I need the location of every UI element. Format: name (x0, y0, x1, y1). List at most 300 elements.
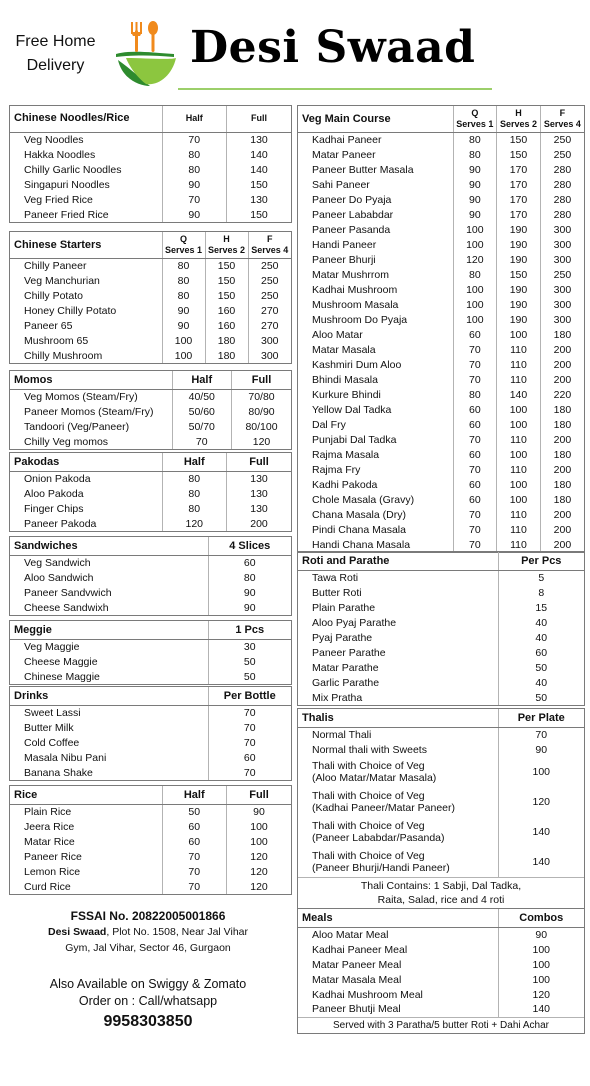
item-price: 100 (497, 492, 541, 507)
menu-row (10, 404, 291, 419)
menu-row (10, 147, 291, 162)
item-price: 200 (540, 507, 584, 522)
item-price: 70 (453, 357, 497, 372)
item-name: Chana Masala (Dry) (312, 508, 406, 521)
menu-row (10, 486, 291, 501)
section-title: Veg Main Course (298, 106, 453, 132)
item-price: 110 (497, 462, 541, 477)
item-name: Cold Coffee (24, 736, 80, 749)
item-price: 80 (453, 387, 497, 402)
section-header (10, 371, 291, 389)
item-name: Paneer Bhutji Meal (312, 1003, 401, 1016)
item-name: Handi Paneer (312, 238, 377, 251)
item-price: 130 (227, 132, 292, 147)
menu-row (298, 817, 584, 847)
item-price: 70 (162, 864, 227, 879)
item-name: Aloo Sandwich (24, 571, 94, 584)
item-price: 50 (498, 660, 584, 675)
item-price: 160 (205, 318, 248, 333)
item-price: 70 (453, 462, 497, 477)
section-header (10, 786, 291, 804)
available-on: Also Available on Swiggy & Zomato (49, 977, 247, 991)
col-serves: Serves 2 (499, 118, 537, 129)
menu-row (10, 273, 291, 288)
item-price: 80 (453, 132, 497, 147)
item-price: 50 (162, 804, 227, 819)
item-price: 110 (497, 372, 541, 387)
item-price: 40 (498, 615, 584, 630)
item-name: Chilly Potato (24, 289, 83, 302)
item-name: Matar Mushrrom (312, 268, 390, 281)
menu-row (10, 750, 291, 765)
col-half: Half (172, 371, 232, 389)
menu-row (298, 645, 584, 660)
menu-row (298, 462, 584, 477)
item-price: 270 (248, 303, 291, 318)
item-price: 300 (540, 252, 584, 267)
item-price: 50/60 (172, 404, 232, 419)
item-name: Honey Chilly Potato (24, 304, 117, 317)
item-price: 80 (162, 162, 227, 177)
item-price: 150 (497, 267, 541, 282)
item-name: Cheese Sandwixh (24, 601, 109, 614)
item-price: 100 (453, 312, 497, 327)
item-name-line2: (Aloo Matar/Matar Masala) (312, 772, 437, 784)
menu-row (298, 192, 584, 207)
section-momos (9, 370, 292, 450)
item-price: 100 (498, 972, 584, 987)
item-price: 180 (540, 417, 584, 432)
item-price: 200 (540, 357, 584, 372)
item-price: 180 (540, 447, 584, 462)
item-price: 80 (453, 147, 497, 162)
item-name: Veg Noodles (24, 133, 84, 146)
col-full: Full (227, 453, 292, 471)
item-name: Matar Paneer (312, 148, 376, 161)
item-name: Dal Fry (312, 418, 346, 431)
item-name: Butter Milk (24, 721, 74, 734)
item-price: 70 (453, 372, 497, 387)
section-chinese-starters (9, 231, 292, 364)
menu-row (298, 372, 584, 387)
item-price: 80 (162, 486, 227, 501)
section-header (298, 552, 584, 570)
business-info (8, 908, 288, 956)
menu-row (10, 654, 291, 669)
item-price: 150 (205, 288, 248, 303)
item-name: Rajma Masala (312, 448, 380, 461)
menu-row (298, 267, 584, 282)
item-price: 90 (208, 585, 291, 600)
item-name-line1: Thali with Choice of Veg (312, 790, 425, 802)
item-price: 120 (227, 864, 292, 879)
item-price: 70 (453, 507, 497, 522)
item-name: Chilly Paneer (24, 259, 87, 272)
item-name-line2: (Paneer Lababdar/Pasanda) (312, 832, 445, 844)
item-price: 70 (453, 522, 497, 537)
item-price: 80/100 (232, 419, 292, 434)
item-name: Plain Rice (24, 805, 72, 818)
col-full (248, 232, 291, 258)
item-price: 70 (172, 434, 232, 449)
item-price: 140 (227, 147, 292, 162)
section-rice (9, 785, 292, 895)
menu-row (298, 787, 584, 817)
menu-row (10, 132, 291, 147)
free-delivery-line1: Free Home (15, 33, 96, 50)
item-price: 300 (248, 333, 291, 348)
item-price: 90 (227, 804, 292, 819)
item-name: Punjabi Dal Tadka (312, 433, 397, 446)
item-price: 70 (453, 432, 497, 447)
menu-row (10, 333, 291, 348)
item-name-line1: Thali with Choice of Veg (312, 760, 425, 772)
menu-row (298, 537, 584, 552)
item-price: 40 (498, 630, 584, 645)
item-price: 100 (497, 477, 541, 492)
item-price: 180 (205, 333, 248, 348)
item-name: Paneer Rice (24, 850, 82, 863)
item-price: 120 (498, 987, 584, 1002)
item-price: 90 (162, 318, 205, 333)
item-price: 120 (453, 252, 497, 267)
item-name: Aloo Pyaj Parathe (312, 616, 397, 629)
item-name: Normal thali with Sweets (312, 743, 427, 756)
col-full: Full (227, 106, 292, 132)
item-price: 70 (162, 132, 227, 147)
menu-row (10, 318, 291, 333)
section-roti-parathe (297, 551, 585, 706)
item-price: 150 (205, 273, 248, 288)
item-name: Mix Pratha (312, 691, 363, 704)
menu-row (298, 417, 584, 432)
item-price: 70/80 (232, 389, 292, 404)
item-price: 100 (453, 222, 497, 237)
item-name: Plain Parathe (312, 601, 376, 614)
item-name: Chinese Maggie (24, 670, 100, 683)
item-name: Paneer Sandvwich (24, 586, 112, 599)
section-title: Chinese Noodles/Rice (10, 106, 162, 132)
item-price: 70 (208, 720, 291, 735)
col-half: Half (162, 106, 227, 132)
item-price: 100 (227, 819, 292, 834)
section-header (10, 537, 291, 555)
menu-row (298, 222, 584, 237)
section-header (10, 687, 291, 705)
item-name: Mushroom Do Pyaja (312, 313, 408, 326)
item-price: 200 (227, 516, 292, 531)
menu-row (298, 742, 584, 757)
menu-row (298, 522, 584, 537)
menu-row (10, 585, 291, 600)
item-price: 150 (497, 147, 541, 162)
item-name: Matar Rice (24, 835, 75, 848)
item-price: 100 (497, 327, 541, 342)
item-price: 300 (540, 282, 584, 297)
item-price: 120 (498, 787, 584, 817)
item-name: Yellow Dal Tadka (312, 403, 392, 416)
item-price: 60 (453, 447, 497, 462)
item-name: Matar Parathe (312, 661, 379, 674)
item-price: 30 (208, 639, 291, 654)
item-price: 220 (540, 387, 584, 402)
item-name: Kadhai Paneer Meal (312, 943, 408, 956)
col-pcs: 1 Pcs (208, 621, 291, 639)
menu-row (298, 630, 584, 645)
item-price: 40/50 (172, 389, 232, 404)
brand-name: Desi Swaad (190, 22, 476, 73)
item-price: 90 (453, 192, 497, 207)
menu-row (298, 237, 584, 252)
item-price: 300 (540, 297, 584, 312)
col-per-pcs: Per Pcs (498, 552, 584, 570)
item-price: 100 (497, 447, 541, 462)
section-title: Thalis (298, 709, 498, 727)
item-price: 140 (498, 1002, 584, 1017)
menu-row (298, 327, 584, 342)
item-name: Kadhai Mushroom (312, 283, 398, 296)
item-name: Veg Sandwich (24, 556, 91, 569)
item-price: 100 (498, 957, 584, 972)
order-info (8, 976, 288, 1010)
item-price: 8 (498, 585, 584, 600)
item-price: 250 (540, 132, 584, 147)
item-name: Paneer Fried Rice (24, 208, 109, 221)
col-serves: Serves 1 (164, 244, 203, 255)
item-price: 60 (208, 750, 291, 765)
item-price: 90 (162, 177, 227, 192)
menu-row (10, 765, 291, 780)
section-title: Meggie (10, 621, 208, 639)
item-name: Hakka Noodles (24, 148, 96, 161)
section-chinese-noodles (9, 105, 292, 223)
menu-row (298, 600, 584, 615)
item-price: 80 (208, 570, 291, 585)
item-name: Bhindi Masala (312, 373, 378, 386)
col-full: Full (232, 371, 292, 389)
col-serves: Serves 4 (543, 118, 581, 129)
item-price: 60 (453, 417, 497, 432)
item-price: 130 (227, 486, 292, 501)
item-price: 70 (162, 879, 227, 894)
item-price: 180 (540, 402, 584, 417)
item-price: 180 (540, 492, 584, 507)
item-name (298, 847, 498, 877)
item-price: 190 (497, 312, 541, 327)
col-serves: Serves 1 (456, 118, 494, 129)
menu-row (10, 258, 291, 273)
item-name: Handi Chana Masala (312, 538, 411, 551)
brand-underline (178, 88, 492, 90)
section-sandwiches (9, 536, 292, 616)
col-serves: Serves 4 (251, 244, 289, 255)
col-half: Half (162, 453, 227, 471)
menu-row (298, 507, 584, 522)
menu-row (298, 147, 584, 162)
col-combos: Combos (498, 909, 584, 927)
item-price: 120 (227, 879, 292, 894)
item-name: Veg Maggie (24, 640, 80, 653)
menu-row (10, 720, 291, 735)
item-price: 70 (208, 705, 291, 720)
item-price: 70 (208, 765, 291, 780)
fssai-number: FSSAI No. 20822005001866 (70, 909, 226, 923)
col-serves: Serves 2 (207, 244, 246, 255)
item-price: 110 (497, 357, 541, 372)
item-name-line1: Thali with Choice of Veg (312, 849, 425, 862)
item-price: 130 (227, 471, 292, 486)
item-price: 70 (453, 537, 497, 552)
menu-row (10, 705, 291, 720)
item-price: 140 (498, 847, 584, 877)
item-price: 190 (497, 222, 541, 237)
menu-row (298, 957, 584, 972)
menu-row (10, 555, 291, 570)
menu-row (10, 639, 291, 654)
menu-row (10, 879, 291, 894)
menu-row (10, 600, 291, 615)
item-price: 70 (162, 849, 227, 864)
menu-row (10, 192, 291, 207)
item-price: 270 (248, 318, 291, 333)
thali-note (298, 877, 584, 908)
item-price: 100 (497, 402, 541, 417)
menu-row (298, 207, 584, 222)
item-price: 50 (208, 654, 291, 669)
menu-row (10, 849, 291, 864)
item-price: 110 (497, 537, 541, 552)
item-price: 100 (453, 297, 497, 312)
item-price: 80 (453, 267, 497, 282)
item-price: 190 (497, 252, 541, 267)
menu-row (298, 675, 584, 690)
col-code: H (223, 233, 230, 244)
item-price: 200 (540, 522, 584, 537)
section-title: Drinks (10, 687, 208, 705)
item-name-line2: (Kadhai Paneer/Matar Paneer) (312, 802, 455, 814)
col-per-bottle: Per Bottle (208, 687, 291, 705)
section-meals (297, 908, 585, 1034)
item-price: 140 (227, 162, 292, 177)
col-quarter (453, 106, 497, 132)
menu-row (10, 819, 291, 834)
meals-note-row (298, 1017, 584, 1033)
free-delivery-line2: Delivery (26, 57, 85, 74)
item-name: Paneer Pasanda (312, 223, 391, 236)
item-price: 80/90 (232, 404, 292, 419)
item-name: Chilly Garlic Noodles (24, 163, 122, 176)
item-name (298, 817, 498, 847)
section-meggie (9, 620, 292, 685)
item-price: 110 (497, 522, 541, 537)
item-name: Pyaj Parathe (312, 631, 373, 644)
item-price: 90 (208, 600, 291, 615)
item-name: Aloo Matar (312, 328, 363, 341)
item-name: Banana Shake (24, 766, 93, 779)
section-thalis (297, 708, 585, 909)
item-price: 90 (453, 177, 497, 192)
section-header (298, 709, 584, 727)
item-name: Kadhai Paneer (312, 133, 382, 146)
item-name: Singapuri Noodles (24, 178, 110, 191)
item-price: 250 (248, 273, 291, 288)
item-name: Chilly Mushroom (24, 349, 103, 362)
menu-row (298, 585, 584, 600)
menu-row (298, 387, 584, 402)
col-code: H (515, 107, 522, 118)
item-name: Matar Paneer Meal (312, 958, 402, 971)
header (0, 0, 590, 100)
menu-row (298, 690, 584, 705)
item-price: 70 (453, 342, 497, 357)
item-price: 300 (540, 312, 584, 327)
item-name: Pindi Chana Masala (312, 523, 406, 536)
thali-note-line2: Raita, Salad, rice and 4 roti (377, 893, 505, 906)
address-line2: Gym, Jal Vihar, Sector 46, Gurgaon (65, 942, 231, 954)
address-line1 (8, 924, 288, 940)
section-title: Rice (10, 786, 162, 804)
leaf-bowl-fork-spoon-icon (112, 20, 178, 90)
item-price: 280 (540, 207, 584, 222)
menu-row (298, 177, 584, 192)
menu-row (10, 348, 291, 363)
col-full (540, 106, 584, 132)
menu-row (298, 282, 584, 297)
item-price: 170 (497, 192, 541, 207)
item-price: 100 (453, 282, 497, 297)
menu-row (10, 570, 291, 585)
item-name: Normal Thali (312, 728, 372, 741)
menu-row (298, 1002, 584, 1017)
item-name: Chilly Veg momos (24, 435, 109, 448)
item-price: 60 (162, 819, 227, 834)
item-name: Sahi Paneer (312, 178, 370, 191)
item-price: 300 (248, 348, 291, 363)
item-price: 250 (540, 147, 584, 162)
section-title: Sandwiches (10, 537, 208, 555)
menu-row (298, 492, 584, 507)
menu-row (298, 987, 584, 1002)
item-price: 80 (162, 147, 227, 162)
item-price: 190 (497, 282, 541, 297)
item-name: Sweet Lassi (24, 706, 81, 719)
menu-row (298, 570, 584, 585)
phone-number[interactable]: 9958303850 (103, 1013, 193, 1030)
item-name: Aloo Pakoda (24, 487, 84, 500)
item-price: 120 (232, 434, 292, 449)
item-name: Matar Masala Meal (312, 973, 402, 986)
item-price: 110 (497, 342, 541, 357)
item-price: 80 (162, 288, 205, 303)
meals-note: Served with 3 Paratha/5 butter Roti + Dahi Achar (298, 1017, 584, 1033)
item-price: 200 (540, 342, 584, 357)
item-price: 60 (453, 402, 497, 417)
item-price: 15 (498, 600, 584, 615)
menu-row (298, 252, 584, 267)
item-name: Veg Fried Rice (24, 193, 93, 206)
menu-row (10, 434, 291, 449)
item-price: 5 (498, 570, 584, 585)
item-price: 190 (497, 297, 541, 312)
menu-row (298, 660, 584, 675)
item-name: Cheese Maggie (24, 655, 98, 668)
section-title: Meals (298, 909, 498, 927)
item-price: 60 (453, 492, 497, 507)
item-name: Jeera Rice (24, 820, 75, 833)
item-price: 80 (162, 471, 227, 486)
item-price: 100 (162, 333, 205, 348)
item-price: 110 (497, 432, 541, 447)
